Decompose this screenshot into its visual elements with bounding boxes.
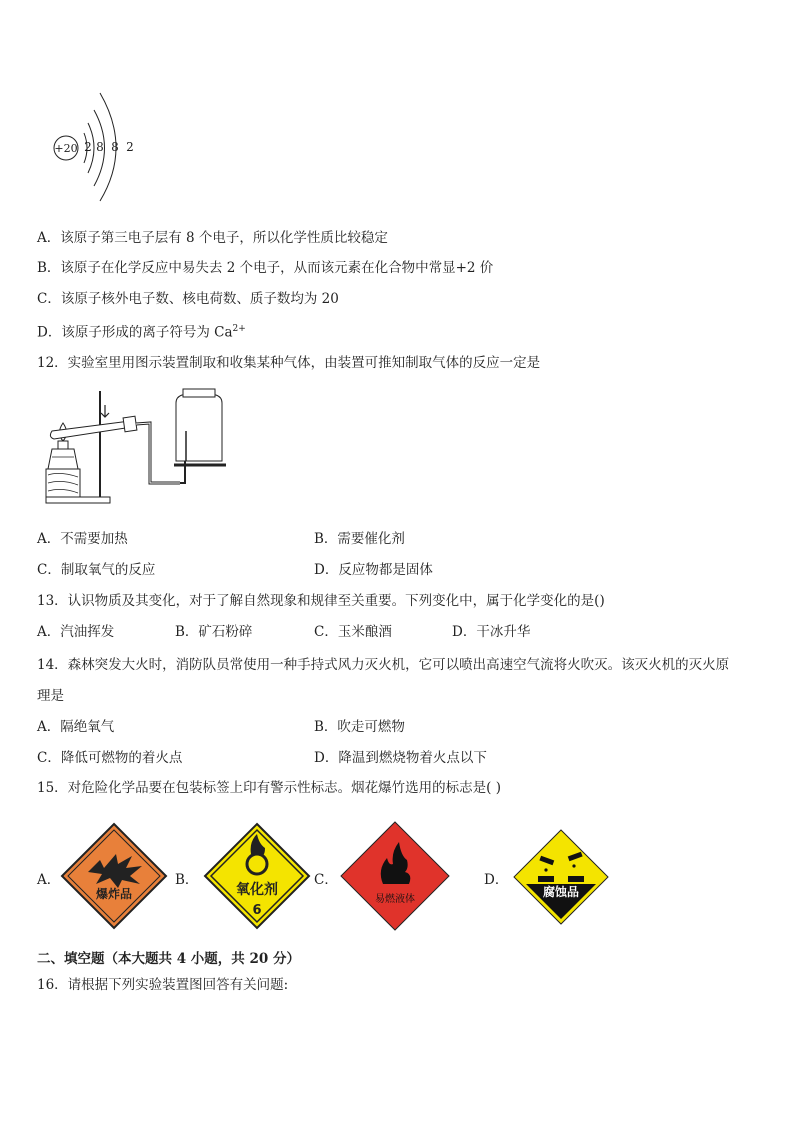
q15-option-d-letter: D．	[484, 872, 509, 888]
q11-option-d	[37, 320, 246, 342]
oxidizer-sign-label: 氧化剂	[236, 882, 278, 898]
q14-option-b: B．吹走可燃物	[314, 719, 405, 735]
shell-1-count: 2	[84, 140, 92, 154]
q13-option-c: C．玉米酿酒	[314, 624, 392, 640]
q14-stem-line2: 理是	[37, 688, 64, 704]
shell-4-count: 2	[126, 140, 134, 154]
oxidizer-sign	[203, 822, 311, 930]
q11-option-b: B．该原子在化学反应中易失去 2 个电子，从而该元素在化合物中常显+2 价	[37, 260, 494, 276]
q12-option-b: B．需要催化剂	[314, 531, 405, 547]
q13-option-b: B．矿石粉碎	[175, 624, 253, 640]
corrosive-sign	[512, 828, 610, 926]
q15-option-a-letter: A．	[37, 872, 61, 888]
q11-option-a: A．该原子第三电子层有 8 个电子，所以化学性质比较稳定	[37, 230, 388, 246]
q13-stem: 13．认识物质及其变化，对于了解自然现象和规律至关重要。下列变化中，属于化学变化的是()	[37, 593, 605, 609]
q13-option-d: D．干冰升华	[452, 624, 531, 640]
q16-stem: 16．请根据下列实验装置图回答有关问题:	[37, 977, 289, 993]
q14-option-c: C．降低可燃物的着火点	[37, 750, 183, 766]
gas-apparatus-diagram	[40, 383, 230, 508]
q11-option-d-text: D．该原子形成的离子符号为 Ca	[37, 324, 233, 341]
q15-stem: 15．对危险化学品要在包装标签上印有警示性标志。烟花爆竹选用的标志是( )	[37, 780, 502, 796]
explosive-sign	[60, 822, 168, 930]
nucleus-label: +20	[54, 142, 78, 155]
section2-heading: 二、填空题（本大题共 4 小题，共 20 分）	[37, 951, 300, 967]
q12-option-d: D．反应物都是固体	[314, 562, 433, 578]
explosive-sign-label: 爆炸品	[95, 887, 133, 901]
shell-2-count: 8	[96, 140, 104, 154]
flammable-liquid-sign	[339, 820, 451, 932]
shell-3-count: 8	[111, 140, 119, 154]
q15-option-c-letter: C．	[314, 872, 338, 888]
flammable-liquid-label: 易燃液体	[375, 894, 415, 905]
q15-option-b-letter: B．	[175, 872, 199, 888]
atom-structure-diagram	[50, 85, 150, 205]
q14-option-a: A．隔绝氧气	[37, 719, 115, 735]
q13-option-a: A．汽油挥发	[37, 624, 115, 640]
q11-option-c: C．该原子核外电子数、核电荷数、质子数均为 20	[37, 291, 339, 307]
q14-option-d: D．降温到燃烧物着火点以下	[314, 750, 487, 766]
q12-option-c: C．制取氧气的反应	[37, 562, 156, 578]
q14-stem-line1: 14．森林突发大火时，消防队员常使用一种手持式风力灭火机，它可以喷出高速空气流将火吹灭。该灭火机的灭火原	[37, 657, 730, 673]
corrosive-sign-label: 腐蚀品	[542, 885, 580, 899]
oxidizer-sign-number: 6	[252, 903, 262, 918]
q12-stem: 12．实验室里用图示装置制取和收集某种气体，由装置可推知制取气体的反应一定是	[37, 355, 541, 371]
q12-option-a: A．不需要加热	[37, 531, 128, 547]
q11-option-d-charge: 2+	[232, 324, 246, 334]
